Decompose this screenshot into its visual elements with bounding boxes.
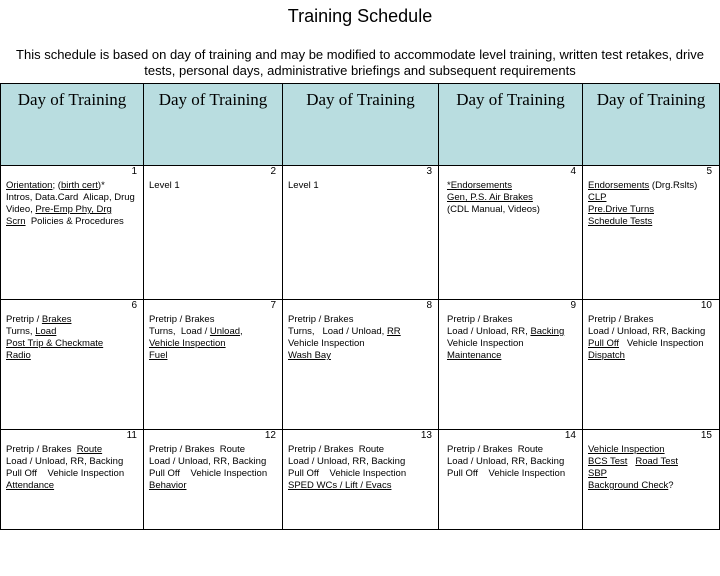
day-cell (1, 300, 143, 429)
activity-text: Intros, Data.Card Alicap, Drug (6, 192, 135, 203)
day-number: 9 (570, 300, 576, 311)
activity-text-underlined: Radio (6, 350, 31, 361)
day-activities (447, 444, 565, 480)
activity-text-underlined: Endorsements (588, 180, 650, 191)
day-cell (583, 430, 718, 530)
activity-line (6, 216, 135, 228)
day-number: 3 (426, 166, 432, 177)
activity-text-underlined: Orientation (6, 180, 53, 191)
activity-text: Pretrip / Brakes Route (149, 444, 246, 455)
day-number: 8 (426, 300, 432, 311)
day-number: 4 (570, 166, 576, 177)
day-activities (288, 180, 319, 192)
page-title: Training Schedule (287, 6, 433, 26)
activity-line (288, 338, 401, 350)
activity-text: Turns, Load / (149, 326, 210, 337)
activity-line (447, 326, 564, 338)
day-cell (144, 166, 282, 299)
activity-line (588, 314, 705, 326)
day-activities (149, 180, 180, 192)
day-cell (1, 166, 143, 299)
activity-line (149, 444, 267, 456)
activity-text: Load / Unload, RR, Backing (588, 326, 706, 337)
day-activities (588, 444, 678, 492)
day-number: 15 (700, 430, 712, 441)
day-activities (447, 314, 564, 362)
activity-line (288, 480, 406, 492)
activity-line (447, 350, 564, 362)
activity-line (588, 350, 705, 362)
activity-text: ? (668, 480, 674, 491)
day-cell (144, 300, 282, 429)
activity-text: Load / Unload, RR, Backing (149, 456, 267, 467)
activity-line (588, 468, 678, 480)
day-activities (149, 314, 243, 362)
activity-line (6, 314, 103, 326)
day-activities (588, 180, 697, 228)
activity-line (588, 204, 697, 216)
activity-text: Vehicle Inspection (618, 338, 704, 349)
day-number: 1 (131, 166, 137, 177)
activity-text-underlined: Gen, P.S. Air Brakes (447, 192, 533, 203)
header-cell (1, 84, 144, 165)
activity-text-underlined: Pre-Emp Phy, Drg (35, 204, 112, 215)
activity-line (149, 314, 243, 326)
activity-line (447, 338, 564, 350)
day-cell (583, 300, 718, 429)
day-number: 13 (420, 430, 432, 441)
activity-text-underlined: RR (386, 326, 401, 337)
training-schedule-table (0, 83, 720, 530)
activity-text: Load / Unload, RR, Backing (447, 456, 565, 467)
day-number: 11 (126, 430, 137, 441)
activity-line (6, 180, 135, 192)
day-cell (583, 166, 718, 299)
day-number: 2 (270, 166, 276, 177)
activity-line (6, 468, 124, 480)
activity-text: Vehicle Inspection (288, 338, 365, 349)
activity-line (447, 468, 565, 480)
header-label: Day of Training (158, 90, 268, 109)
day-number: 6 (131, 300, 137, 311)
activity-text: ; ( (52, 180, 61, 191)
day-number: 14 (564, 430, 576, 441)
day-number: 5 (706, 166, 712, 177)
schedule-intro: This schedule is based on day of training and may be modified to accommodate level training, written test retakes, drive tests, personal days, administrative briefings and subsequent requirements (16, 47, 704, 78)
day-activities (6, 444, 124, 492)
activity-text-underlined: Attendance (6, 480, 55, 491)
day-activities (588, 314, 705, 362)
activity-line (288, 444, 406, 456)
day-activities (447, 180, 540, 216)
activity-line (149, 480, 267, 492)
activity-line (288, 468, 406, 480)
activity-line (447, 180, 540, 192)
activity-text: Vehicle Inspection (447, 338, 524, 349)
activity-text-underlined: birth cert (60, 180, 98, 191)
activity-text-underlined: Pull Off (588, 338, 619, 349)
day-number: 10 (700, 300, 712, 311)
header-label: Day of Training (17, 90, 127, 109)
activity-text: Load / Unload, RR, (447, 326, 531, 337)
day-activities (288, 444, 406, 492)
activity-line (588, 480, 678, 492)
activity-line (447, 314, 564, 326)
header-cell (439, 84, 583, 165)
activity-line (447, 444, 565, 456)
activity-line (588, 444, 678, 456)
activity-text-underlined: Schedule Tests (588, 216, 653, 227)
activity-text: (CDL Manual, Videos) (447, 204, 540, 215)
activity-line (6, 192, 135, 204)
activity-text: Turns, Load / Unload, (288, 326, 387, 337)
activity-text-underlined: Backing (530, 326, 565, 337)
activity-text: Pretrip / Brakes (588, 314, 654, 325)
activity-text: Pretrip / Brakes (288, 314, 354, 325)
activity-line (588, 326, 705, 338)
header-label: Day of Training (306, 90, 415, 109)
day-activities (6, 314, 103, 362)
activity-line (6, 444, 124, 456)
activity-line (447, 192, 540, 204)
activity-text-underlined: Maintenance (447, 350, 502, 361)
activity-text-underlined: Pre.Drive Turns (588, 204, 654, 215)
day-number: 12 (264, 430, 276, 441)
activity-text: )* (97, 180, 105, 191)
activity-text: , (240, 326, 243, 337)
activity-text-underlined: Unload (209, 326, 241, 337)
day-activities (288, 314, 401, 362)
day-activities (149, 444, 267, 492)
activity-line (288, 326, 401, 338)
activity-text-underlined: SPED WCs / Lift / Evacs (288, 480, 392, 491)
activity-text-underlined: CLP (588, 192, 607, 203)
activity-line (447, 456, 565, 468)
header-cell (583, 84, 719, 165)
activity-line (6, 350, 103, 362)
activity-text: Level 1 (288, 180, 319, 191)
activity-text: Pull Off Vehicle Inspection (288, 468, 407, 479)
activity-text: Pretrip / Brakes (447, 314, 513, 325)
activity-text-underlined: *Endorsements (447, 180, 512, 191)
activity-text-underlined: Route (76, 444, 103, 455)
activity-text-underlined: Dispatch (588, 350, 625, 361)
activity-text-underlined: Fuel (149, 350, 168, 361)
activity-line (6, 204, 135, 216)
activity-text: Pretrip / Brakes (6, 444, 77, 455)
activity-line (149, 326, 243, 338)
activity-text: Pretrip / Brakes (149, 314, 215, 325)
header-cell (144, 84, 283, 165)
activity-text-underlined: Scrn (6, 216, 26, 227)
activity-line (288, 180, 319, 192)
header-label: Day of Training (456, 90, 565, 109)
activity-line (288, 456, 406, 468)
day-cell (1, 430, 143, 530)
day-cell (439, 166, 582, 299)
activity-text-underlined: Brakes (41, 314, 72, 325)
activity-line (588, 456, 678, 468)
activity-text: Pretrip / Brakes Route (447, 444, 544, 455)
activity-text: Video, (6, 204, 36, 215)
activity-line (6, 456, 124, 468)
activity-line (288, 350, 401, 362)
header-label: Day of Training (596, 90, 706, 109)
activity-text: Level 1 (149, 180, 180, 191)
activity-line (447, 204, 540, 216)
activity-text: Policies & Procedures (25, 216, 124, 227)
activity-line (588, 192, 697, 204)
activity-text: Pull Off Vehicle Inspection (447, 468, 566, 479)
activity-text-underlined: Road Test (635, 456, 678, 467)
activity-line (6, 480, 124, 492)
activity-line (588, 338, 705, 350)
day-cell (283, 430, 438, 530)
activity-line (6, 338, 103, 350)
activity-text-underlined: Load (35, 326, 57, 337)
activity-text: Load / Unload, RR, Backing (288, 456, 406, 467)
activity-text: Load / Unload, RR, Backing (6, 456, 124, 467)
activity-line (149, 456, 267, 468)
activity-text: (Drg.Rslts) (649, 180, 698, 191)
activity-line (6, 326, 103, 338)
activity-text-underlined: Wash Bay (288, 350, 331, 361)
activity-line (588, 216, 697, 228)
day-cell (283, 166, 438, 299)
day-cell (439, 430, 582, 530)
activity-text: Turns, (6, 326, 36, 337)
day-number: 7 (270, 300, 276, 311)
header-cell (283, 84, 439, 165)
activity-text-underlined: Post Trip & Checkmate (6, 338, 104, 349)
activity-text-underlined: Vehicle Inspection (588, 444, 665, 455)
activity-text-underlined: Background Check (588, 480, 669, 491)
activity-line (588, 180, 697, 192)
activity-text-underlined: Behavior (149, 480, 187, 491)
activity-text: Pull Off Vehicle Inspection (149, 468, 268, 479)
activity-text-underlined: Vehicle Inspection (149, 338, 226, 349)
day-activities (6, 180, 135, 228)
activity-text-underlined: BCS Test (588, 456, 628, 467)
activity-line (149, 180, 180, 192)
day-cell (144, 430, 282, 530)
day-cell (439, 300, 582, 429)
activity-text: Pretrip / Brakes Route (288, 444, 385, 455)
activity-line (149, 338, 243, 350)
activity-line (149, 350, 243, 362)
day-cell (283, 300, 438, 429)
activity-line (288, 314, 401, 326)
activity-text: Pull Off Vehicle Inspection (6, 468, 125, 479)
activity-line (149, 468, 267, 480)
activity-text-underlined: SBP (588, 468, 608, 479)
activity-text: Pretrip / (6, 314, 42, 325)
